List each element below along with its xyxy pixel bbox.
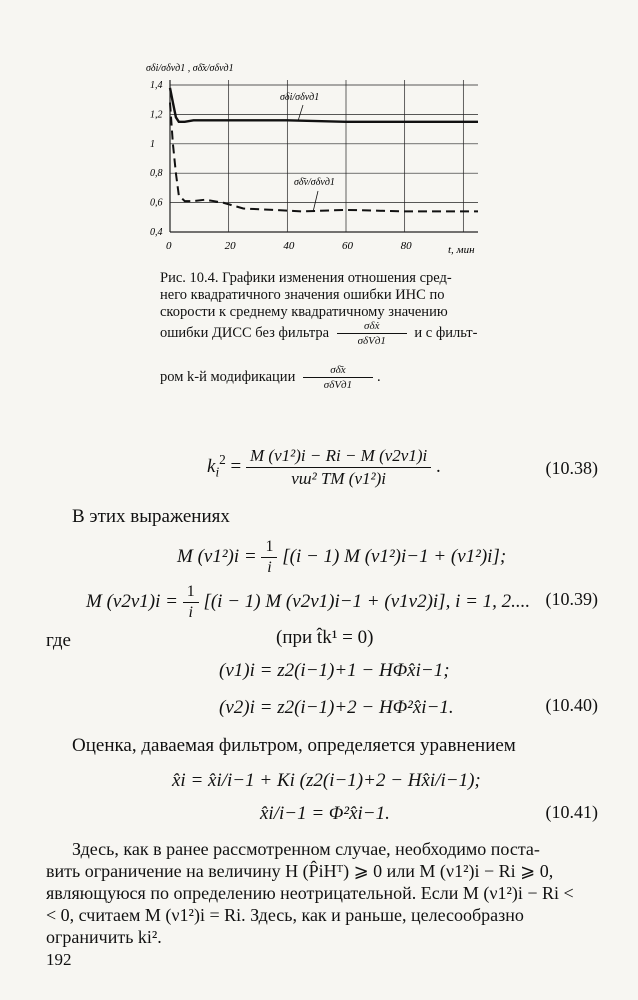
eq-m2-den: i bbox=[188, 604, 193, 621]
caption-frac2-num: σδ͂x bbox=[303, 364, 373, 378]
equation-number-10-38: (10.38) bbox=[545, 458, 598, 478]
x-tick-labels bbox=[166, 240, 412, 252]
eq1038-numerator: M (ν1²)i − Ri − M (ν2ν1)i bbox=[246, 446, 431, 468]
equation-nu2: (ν2)i = z2(i−1)+2 − HΦ²x̂i−1. bbox=[219, 697, 454, 718]
eq-m1-lhs: M (ν1²)i = bbox=[177, 545, 257, 567]
caption-frac2-den: σδVд1 bbox=[323, 379, 353, 391]
paragraph-line-1: Здесь, как в ранее рассмотренном случае, необходимо поста- bbox=[72, 839, 540, 859]
caption-line-5-pre: ром k-й модификации bbox=[160, 368, 296, 385]
figure-caption bbox=[160, 270, 485, 321]
caption-frac1-num: σδẋ bbox=[337, 320, 407, 334]
y-tick-labels bbox=[150, 80, 163, 238]
caption-frac1-den: σδVд1 bbox=[357, 335, 386, 347]
paragraph-line-5: ограничить ki². bbox=[46, 927, 162, 947]
x-axis-label: t, мин bbox=[448, 244, 475, 256]
curve2-label: σδ͂v/σδvд1 bbox=[294, 177, 335, 188]
y-axis-title: σδi/σδvд1 , σδ͂x/σδvд1 bbox=[146, 63, 234, 74]
y-tick-label: 1,4 bbox=[150, 80, 163, 91]
caption-line-2: него квадратичного значения ошибки ИНС по bbox=[160, 287, 445, 303]
eq1038-lhs: k bbox=[207, 455, 216, 477]
y-tick-label: 0,8 bbox=[150, 168, 163, 180]
eq-m1-rhs: [(i − 1) M (ν1²)i−1 + (ν1²)i]; bbox=[282, 545, 507, 567]
curve2-label-leader bbox=[313, 191, 318, 212]
text-in-expressions: В этих выражениях bbox=[72, 506, 230, 527]
equation-m-nu1 bbox=[177, 538, 506, 577]
y-tick-label: 1 bbox=[150, 138, 155, 150]
eq1038-denominator: νш² TM (ν1²)i bbox=[291, 469, 386, 488]
caption-line-4 bbox=[160, 320, 477, 347]
y-tick-label: 0,4 bbox=[150, 227, 163, 238]
page-number: 192 bbox=[46, 950, 72, 969]
text-where: где bbox=[46, 630, 71, 651]
equation-nu1: (ν1)i = z2(i−1)+1 − HΦx̂i−1; bbox=[219, 660, 450, 681]
eq-m1-den: i bbox=[267, 559, 272, 576]
chart-grid bbox=[170, 80, 478, 232]
x-tick-label: 60 bbox=[342, 240, 353, 252]
caption-line-5: ром k-й модификации $\frac{\sigma\delta͂x}{\text{σδVд1}}$ . bbox=[160, 364, 381, 391]
figure-chart bbox=[120, 55, 500, 265]
eq-m2-rhs: [(i − 1) M (ν2ν1)i−1 + (ν1ν2)i], i = 1, 2.... bbox=[203, 590, 531, 612]
paragraph-line-4: < 0, считаем M (ν1²)i = Ri. Здесь, как и раньше, целесообразно bbox=[46, 905, 524, 925]
y-tick-label: 0,6 bbox=[150, 197, 163, 209]
closing-paragraph bbox=[46, 838, 606, 948]
equation-m-nu2nu1 bbox=[86, 583, 530, 622]
equation-number-10-40: (10.40) bbox=[545, 695, 598, 715]
eq-m1-num: 1 bbox=[261, 538, 277, 558]
equation-number-10-41: (10.41) bbox=[545, 802, 598, 822]
x-tick-label: 40 bbox=[283, 240, 295, 252]
caption-line-4-pre: ошибки ДИСС без фильтра bbox=[160, 324, 330, 341]
equation-10-38: $k_i^2$ = $\frac{\text{M (ν1²)i − Ri − M (ν2ν1)i}}{\text{νш² TM (ν1²)i}}$ . bbox=[207, 446, 441, 488]
equation-estimate-2: x̂i/i−1 = Φ²x̂i−1. bbox=[260, 803, 390, 824]
curve1-label-leader bbox=[298, 105, 303, 121]
x-tick-label: 80 bbox=[400, 240, 412, 252]
x-tick-label: 0 bbox=[166, 240, 172, 252]
caption-line-1: Рис. 10.4. Графики изменения отношения сред- bbox=[160, 270, 452, 286]
equation-estimate-1: x̂i = x̂i/i−1 + Ki (z2(i−1)+2 − Hx̂i/i−1); bbox=[172, 770, 481, 791]
curve1-label: σδi/σδvд1 bbox=[280, 92, 320, 103]
text-estimate: Оценка, даваемая фильтром, определяется уравнением bbox=[72, 735, 516, 756]
curve-series-2 bbox=[170, 103, 478, 212]
x-tick-label: 20 bbox=[224, 240, 236, 252]
paragraph-line-2: вить ограничение на величину H (P̂iHᵀ) ⩾ 0 или M (ν1²)i − Ri ⩾ 0, bbox=[46, 861, 554, 881]
caption-line-4-post: и с фильт- bbox=[414, 324, 478, 341]
equation-number-10-39: (10.39) bbox=[545, 589, 598, 609]
eq-m2-lhs: M (ν2ν1)i = bbox=[86, 590, 178, 612]
y-tick-label: 1,2 bbox=[150, 109, 163, 121]
paragraph-line-3: являющуюся по определению неотрицательной. Если M (ν1²)i − Ri < bbox=[46, 883, 574, 903]
where-condition: (при t̂k¹ = 0) bbox=[276, 627, 374, 648]
caption-line-3: скорости к среднему квадратичному значению bbox=[160, 304, 448, 320]
eq-m2-num: 1 bbox=[183, 583, 199, 603]
curve-series-1 bbox=[170, 88, 478, 122]
